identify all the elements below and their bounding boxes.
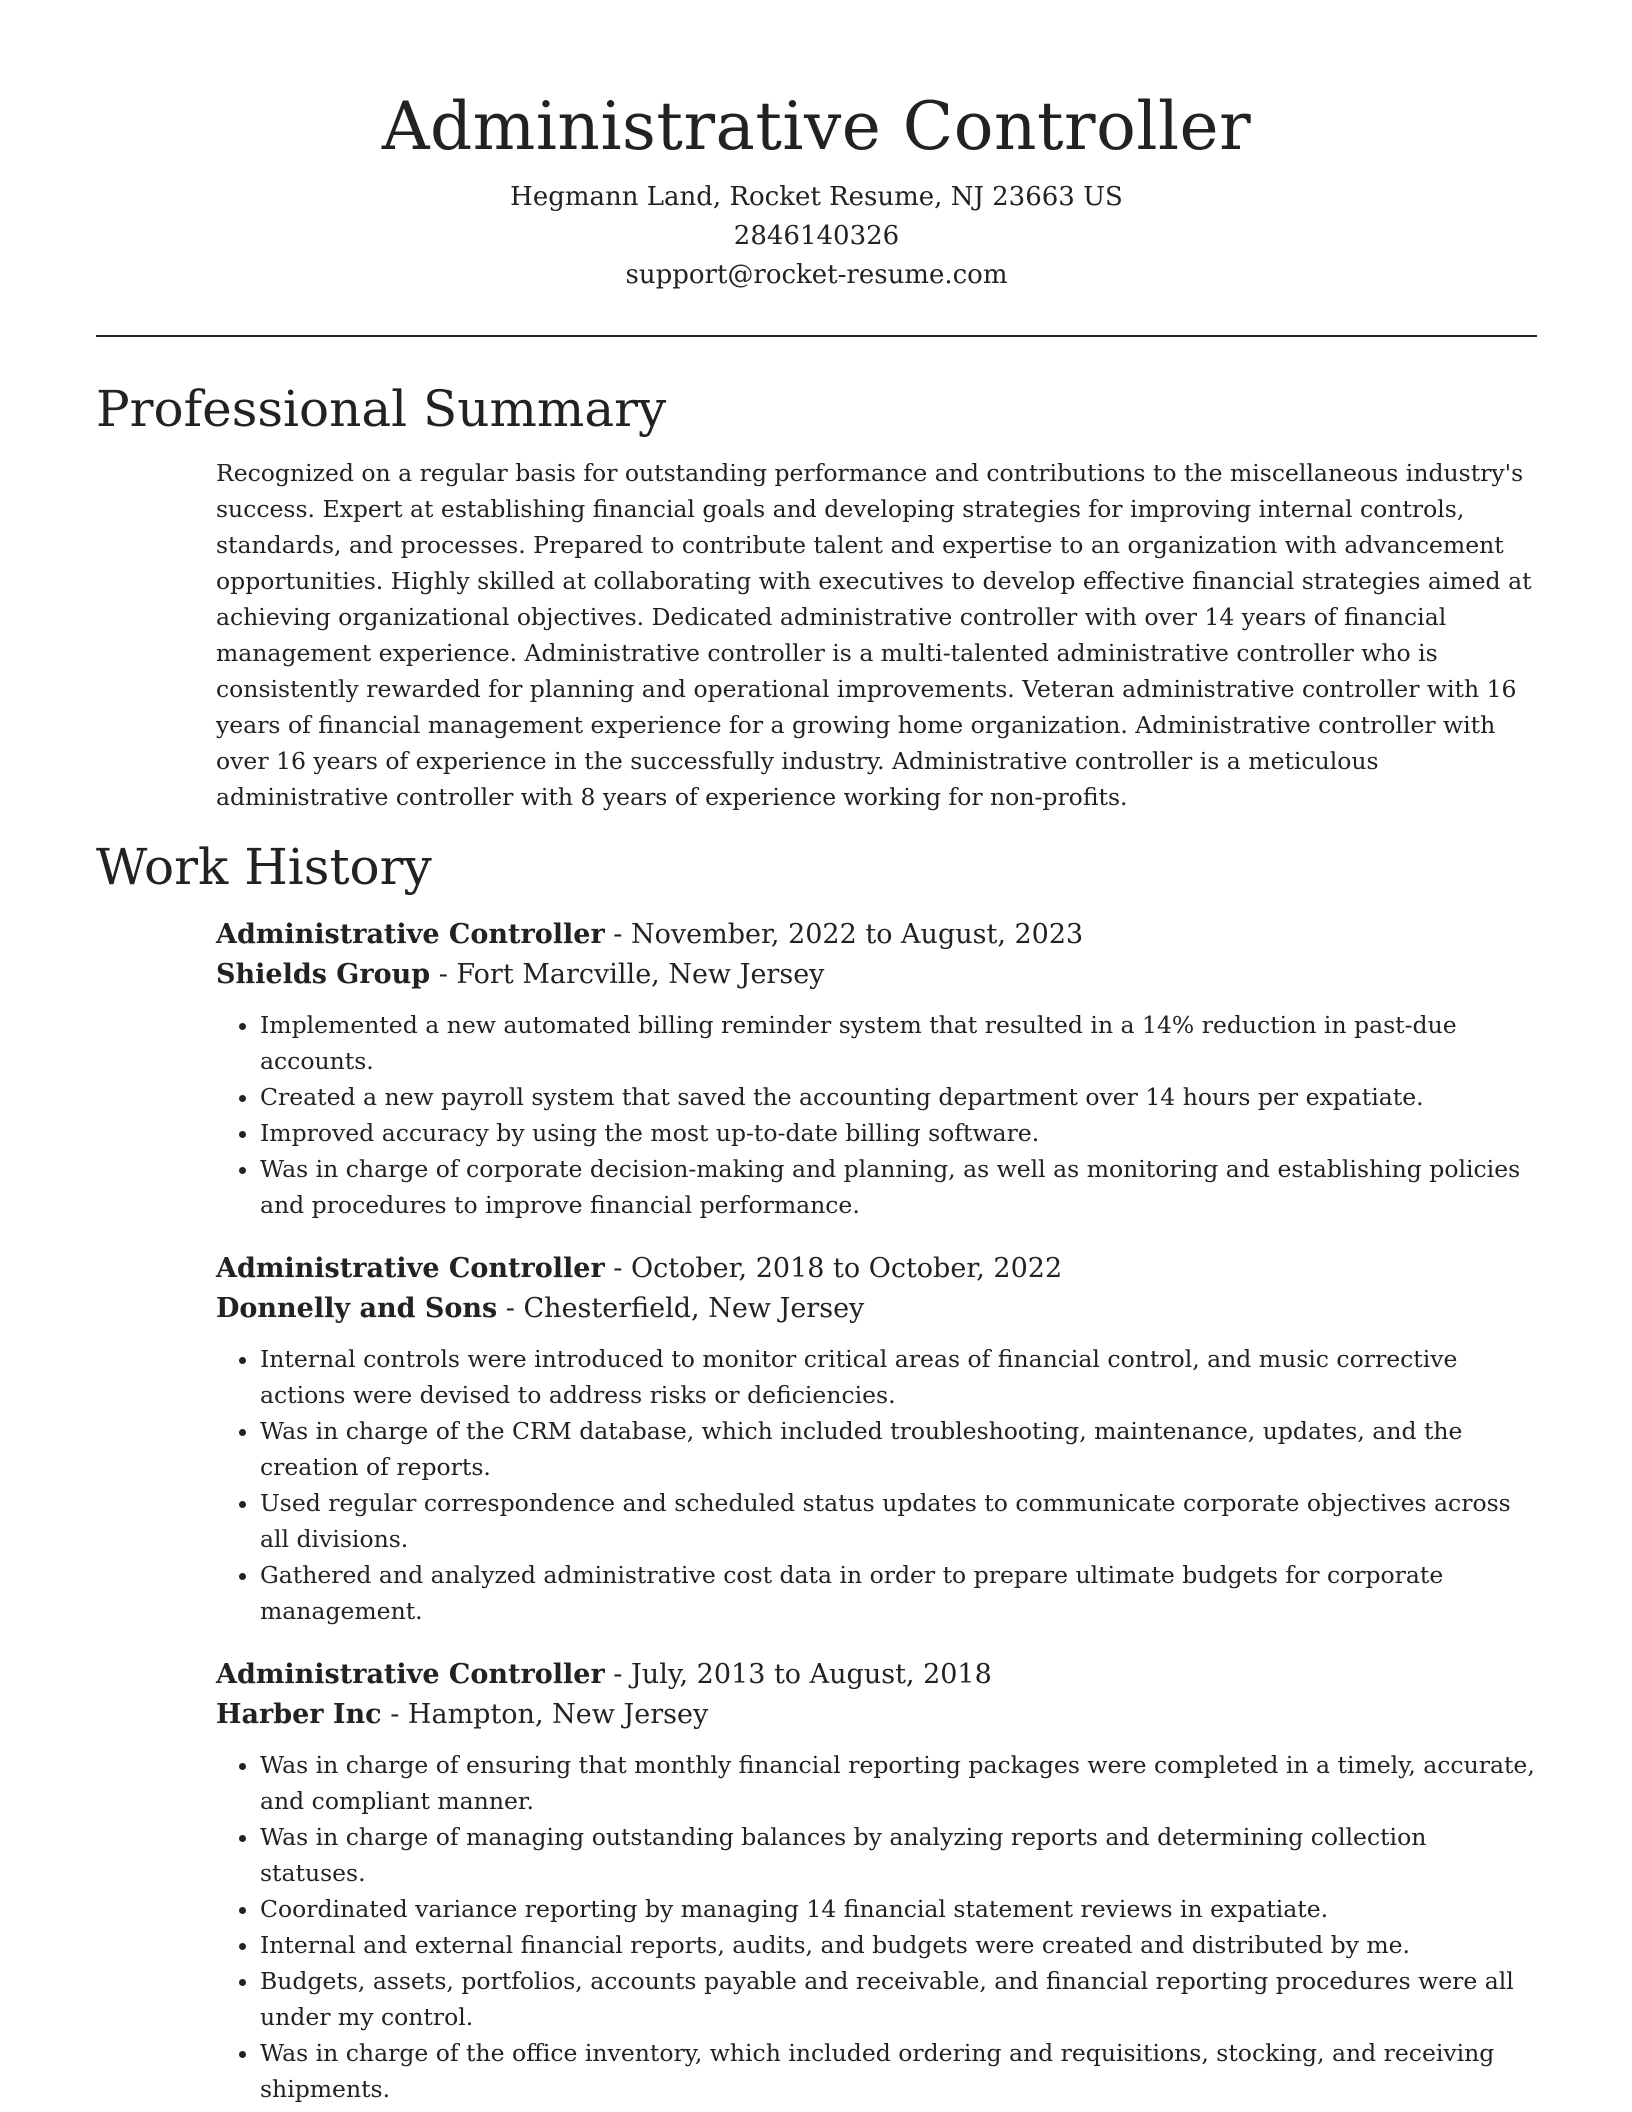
separator: - (430, 959, 457, 990)
duty-item: • Used regular correspondence and scheduled status updates to communicate corporate objectives across all divisions. (260, 1485, 1537, 1557)
duty-item: • Created a new payroll system that saved the accounting department over 14 hours per expatiate. (260, 1079, 1537, 1115)
duty-item: • Gathered and analyzed administrative cost data in order to prepare ultimate budgets for corporate management. (260, 1557, 1537, 1629)
duty-item: • Internal controls were introduced to monitor critical areas of financial control, and music corrective actions were devised to address risks or deficiencies. (260, 1341, 1537, 1413)
duty-list (216, 1007, 1537, 1223)
summary-paragraph: Recognized on a regular basis for outstanding performance and contributions to the miscellaneous industry's success. Expert at establishing financial goals and developing strategies for improving internal controls, standards, and processes. Prepared to contribute talent and expertise to an organization with advancement opportunities. Highly skilled at collaborating with executives to develop effective financial strategies aimed at achieving organizational objectives. Dedicated administrative controller with over 14 years of financial management experience. Administrative controller is a multi-talented administrative controller who is consistently rewarded for planning and operational improvements. Veteran administrative controller with 16 years of financial management experience for a growing home organization. Administrative controller with over 16 years of experience in the successfully industry. Administrative controller is a meticulous administrative controller with 8 years of experience working for non-profits. (216, 459, 1532, 811)
job-role-line (216, 1249, 1537, 1289)
resume-header (96, 0, 1537, 295)
duty-item: • Coordinated variance reporting by managing 14 financial statement reviews in expatiate. (260, 1891, 1537, 1927)
duty-item: • Was in charge of ensuring that monthly financial reporting packages were completed in a timely, accurate, and compliant manner. (260, 1747, 1537, 1819)
duty-item: • Budgets, assets, portfolios, accounts payable and receivable, and financial reporting procedures were all under my control. (260, 1963, 1537, 2035)
job-role: Administrative Controller (216, 919, 605, 950)
job-location: Hampton, New Jersey (407, 1699, 709, 1730)
separator: - (497, 1293, 524, 1324)
contact-block (96, 178, 1537, 295)
job-entry (216, 1249, 1537, 1629)
duty-list (216, 1747, 1537, 2107)
duty-item: • Was in charge of the CRM database, which included troubleshooting, maintenance, updates, and the creation of reports. (260, 1413, 1537, 1485)
candidate-name: Administrative Controller (381, 88, 1252, 165)
job-dates: October, 2018 to October, 2022 (630, 1253, 1063, 1284)
duty-item: • Improved accuracy by using the most up-to-date billing software. (260, 1115, 1537, 1151)
job-location: Fort Marcville, New Jersey (456, 959, 825, 990)
job-dates: November, 2022 to August, 2023 (630, 919, 1084, 950)
job-role: Administrative Controller (216, 1253, 605, 1284)
job-entry (216, 1655, 1537, 2107)
job-company-line (216, 955, 1537, 995)
duty-item: • Implemented a new automated billing reminder system that resulted in a 14% reduction in past-due accounts. (260, 1007, 1537, 1079)
work-history-heading: Work History (96, 838, 432, 896)
summary-heading: Professional Summary (96, 380, 667, 438)
header-divider (96, 335, 1537, 337)
contact-address: Hegmann Land, Rocket Resume, NJ 23663 US (510, 182, 1123, 212)
duty-item: • Was in charge of managing outstanding balances by analyzing reports and determining collection statuses. (260, 1819, 1537, 1891)
separator: - (604, 1253, 631, 1284)
contact-email: support@rocket-resume.com (625, 260, 1008, 290)
duty-item: • Internal and external financial reports, audits, and budgets were created and distributed by me. (260, 1927, 1537, 1963)
job-role-line (216, 1655, 1537, 1695)
separator: - (604, 919, 631, 950)
contact-phone: 2846140326 (733, 221, 900, 251)
job-entry (216, 915, 1537, 1223)
job-dates: July, 2013 to August, 2018 (630, 1659, 992, 1690)
job-role: Administrative Controller (216, 1659, 605, 1690)
resume-page (96, 0, 1537, 2107)
duty-item: • Was in charge of the office inventory, which included ordering and requisitions, stocking, and receiving shipments. (260, 2035, 1537, 2107)
job-company: Harber Inc (216, 1699, 382, 1730)
separator: - (381, 1699, 408, 1730)
duty-list (216, 1341, 1537, 1629)
duty-item: • Was in charge of corporate decision-making and planning, as well as monitoring and establishing policies and procedures to improve financial performance. (260, 1151, 1537, 1223)
job-role-line (216, 915, 1537, 955)
job-company: Donnelly and Sons (216, 1293, 498, 1324)
job-company-line (216, 1695, 1537, 1735)
job-company-line (216, 1289, 1537, 1329)
job-location: Chesterfield, New Jersey (523, 1293, 865, 1324)
separator: - (604, 1659, 631, 1690)
job-company: Shields Group (216, 959, 431, 990)
